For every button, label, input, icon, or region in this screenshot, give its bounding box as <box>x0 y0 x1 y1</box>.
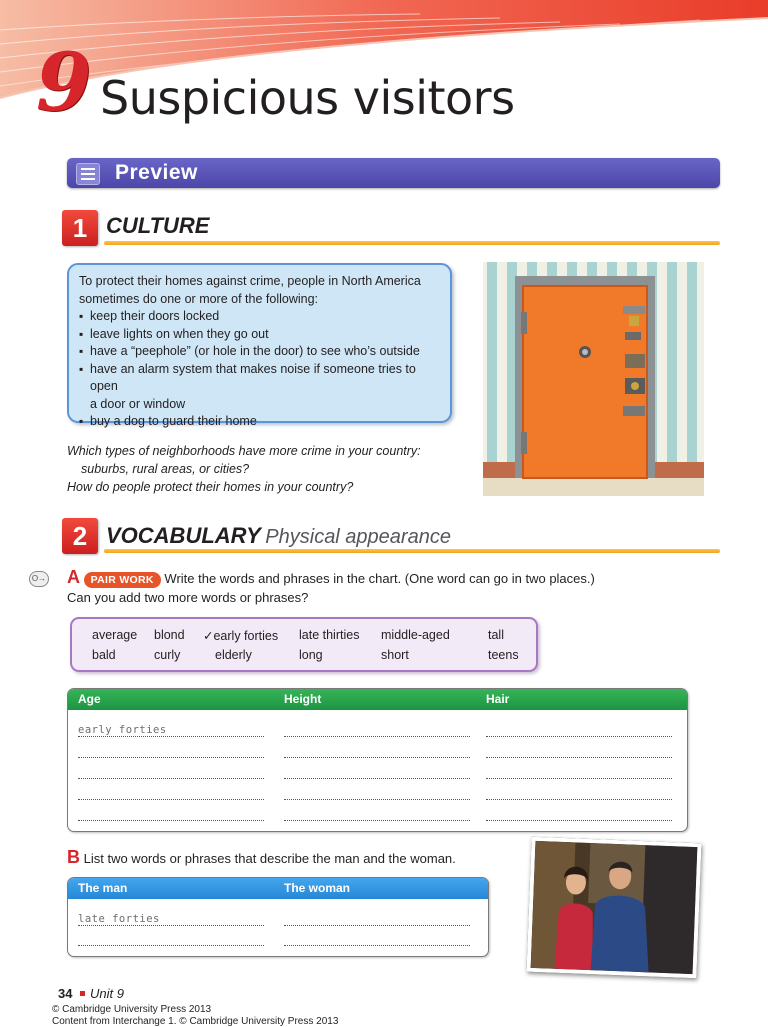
chart-example-entry: late forties <box>78 913 160 925</box>
answer-line[interactable] <box>486 820 672 821</box>
word-bank-item: tall <box>488 628 504 642</box>
section-2-heading <box>106 523 451 549</box>
part-a-instruction-line-1: Write the words and phrases in the chart. (One word can go in two places.) <box>164 571 595 586</box>
culture-bullet-text: have an alarm system that makes noise if someone tries to open <box>90 361 416 393</box>
section-1-title: CULTURE <box>106 213 210 238</box>
section-1-number: 1 <box>62 210 98 246</box>
culture-bullet: ▪ leave lights on when they go out <box>79 326 440 344</box>
answer-line[interactable] <box>78 799 264 800</box>
answer-line[interactable] <box>284 778 470 779</box>
word-bank-item: average <box>92 628 138 642</box>
culture-intro-line-1: To protect their homes against crime, people in North America <box>79 274 421 288</box>
page-number: 34 <box>58 986 73 1001</box>
column-header-the-man: The man <box>78 881 128 895</box>
word-bank-item: curly <box>154 648 181 662</box>
answer-line[interactable] <box>284 757 470 758</box>
word-bank-item: ✓early forties <box>203 629 279 643</box>
column-header-the-woman: The woman <box>284 881 351 895</box>
answer-line[interactable] <box>486 736 672 737</box>
section-2-subtitle: Physical appearance <box>265 526 451 548</box>
question-2: How do people protect their homes in your country? <box>67 480 354 494</box>
description-chart-header <box>68 878 488 899</box>
answer-line[interactable] <box>284 945 470 946</box>
footer-separator-square <box>80 991 85 996</box>
answer-line[interactable] <box>284 799 470 800</box>
culture-bullet-text-continued: a door or window <box>90 396 186 411</box>
footer-unit-label: Unit 9 <box>90 986 124 1001</box>
vocabulary-chart-header <box>68 689 687 710</box>
answer-line[interactable] <box>284 925 470 926</box>
answer-line[interactable] <box>78 945 264 946</box>
vocabulary-chart <box>67 688 688 832</box>
part-a-letter: A <box>67 567 80 587</box>
word-bank-item: teens <box>488 648 519 662</box>
answer-line[interactable] <box>78 820 264 821</box>
word-bank-item: elderly <box>215 648 252 662</box>
column-header-hair: Hair <box>486 692 510 706</box>
section-1-rule <box>104 241 720 245</box>
part-a-instruction-line-2: Can you add two more words or phrases? <box>67 590 309 605</box>
word-bank-item: late thirties <box>299 628 360 642</box>
answer-line[interactable] <box>486 778 672 779</box>
culture-bullet: ▪ have a “peephole” (or hole in the door) to see who’s outside <box>79 343 440 361</box>
answer-line[interactable] <box>78 925 264 926</box>
menu-icon <box>76 163 100 185</box>
column-header-age: Age <box>78 692 101 706</box>
word-bank-item: short <box>381 648 409 662</box>
word-bank-item: blond <box>154 628 185 642</box>
pair-work-badge: PAIR WORK <box>84 572 161 588</box>
culture-info-box <box>67 263 452 428</box>
culture-bullet <box>79 361 440 414</box>
copyright-line-2: Content from Interchange 1. © Cambridge University Press 2013 <box>52 1016 339 1027</box>
page-title: Suspicious visitors <box>100 71 515 125</box>
section-2-number: 2 <box>62 518 98 554</box>
answer-key-icon[interactable]: O→ <box>29 571 49 587</box>
answer-line[interactable] <box>284 736 470 737</box>
photo-man-and-woman <box>526 837 701 978</box>
copyright-line-1: © Cambridge University Press 2013 <box>52 1004 212 1015</box>
unit-number: 9 <box>36 35 92 129</box>
preview-label: Preview <box>115 161 198 184</box>
culture-intro-line-2: sometimes do one or more of the following: <box>79 291 319 306</box>
answer-line[interactable] <box>486 757 672 758</box>
column-header-height: Height <box>284 692 322 706</box>
preview-bar <box>67 158 720 188</box>
word-bank-item: bald <box>92 648 116 662</box>
answer-line[interactable] <box>78 778 264 779</box>
description-chart <box>67 877 489 957</box>
word-bank-item: middle-aged <box>381 628 450 642</box>
culture-bullet: ▪ buy a dog to guard their home <box>79 413 440 431</box>
word-bank-item: long <box>299 648 323 662</box>
question-1-line-2: suburbs, rural areas, or cities? <box>81 462 250 476</box>
part-a-instructions <box>67 568 727 607</box>
section-2-title: VOCABULARY <box>106 523 261 548</box>
culture-bullet: ▪ keep their doors locked <box>79 308 440 326</box>
part-b-instructions <box>67 848 456 868</box>
discussion-questions <box>67 442 467 496</box>
answer-line[interactable] <box>284 820 470 821</box>
answer-line[interactable] <box>78 736 264 737</box>
question-1-line-1: Which types of neighborhoods have more crime in your country: <box>67 444 421 458</box>
part-b-instruction: List two words or phrases that describe the man and the woman. <box>83 851 456 866</box>
answer-line[interactable] <box>486 799 672 800</box>
chart-example-entry: early forties <box>78 724 167 736</box>
culture-bullet-list <box>79 308 440 431</box>
photo-illustration <box>531 841 698 974</box>
part-b-letter: B <box>67 847 80 867</box>
answer-line[interactable] <box>78 757 264 758</box>
door-illustration <box>483 262 704 496</box>
section-2-rule <box>104 549 720 553</box>
word-bank <box>70 617 538 672</box>
